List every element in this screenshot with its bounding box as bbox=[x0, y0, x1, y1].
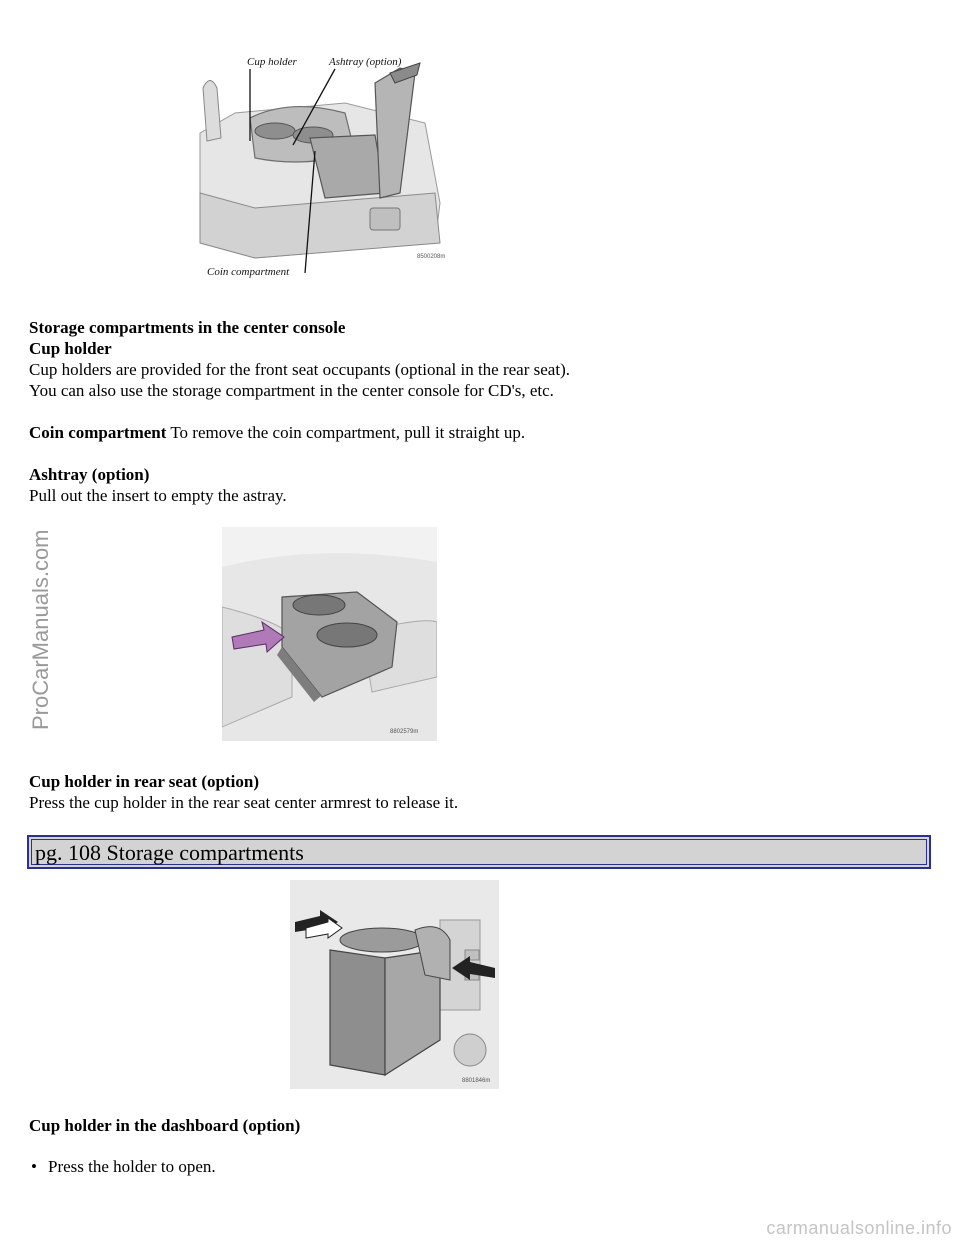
rear-cup-holder-heading: Cup holder in rear seat (option) bbox=[29, 772, 259, 791]
watermark-carmanualsonline: carmanualsonline.info bbox=[766, 1218, 952, 1238]
coin-compartment-callout: Coin compartment bbox=[207, 266, 290, 278]
cup-holder-paragraph-1: Cup holders are provided for the front seat occupants (optional in the rear seat). bbox=[29, 360, 570, 379]
rear-cup-holder-figure bbox=[222, 527, 437, 741]
rear-cup-holder-illustration bbox=[222, 527, 437, 741]
ashtray-callout: Ashtray (option) bbox=[329, 56, 402, 68]
dashboard-cup-holder-illustration bbox=[290, 880, 499, 1089]
center-console-illustration bbox=[195, 43, 463, 280]
dashboard-cup-holder-heading: Cup holder in the dashboard (option) bbox=[29, 1116, 301, 1135]
dashboard-cup-holder-figure bbox=[290, 880, 499, 1089]
cup-holder-heading: Cup holder bbox=[29, 339, 112, 358]
cup-holder-paragraph-2: You can also use the storage compartment in the center console for CD's, etc. bbox=[29, 381, 554, 400]
figure-code: 8802579m bbox=[390, 729, 419, 735]
coin-compartment-paragraph bbox=[29, 422, 929, 443]
watermark-procarmanuals: ProCarManuals.com bbox=[28, 529, 53, 730]
coin-compartment-text: To remove the coin compartment, pull it straight up. bbox=[166, 423, 526, 442]
dashboard-cup-holder-steps bbox=[29, 1156, 216, 1177]
page-section-title: pg. 108 Storage compartments bbox=[35, 840, 304, 865]
figure-code: 8500208m bbox=[417, 254, 446, 260]
figure-code: 8801846m bbox=[462, 1078, 491, 1084]
section-heading: Storage compartments in the center console bbox=[29, 318, 346, 337]
cup-holder-callout: Cup holder bbox=[247, 56, 297, 68]
ashtray-heading: Ashtray (option) bbox=[29, 465, 150, 484]
step-item: • Press the holder to open. bbox=[29, 1156, 216, 1177]
ashtray-paragraph: Pull out the insert to empty the astray. bbox=[29, 486, 287, 505]
center-console-figure bbox=[195, 43, 463, 280]
page-section-header bbox=[27, 835, 931, 869]
coin-compartment-label: Coin compartment bbox=[29, 423, 167, 442]
rear-cup-holder-paragraph: Press the cup holder in the rear seat center armrest to release it. bbox=[29, 793, 459, 812]
